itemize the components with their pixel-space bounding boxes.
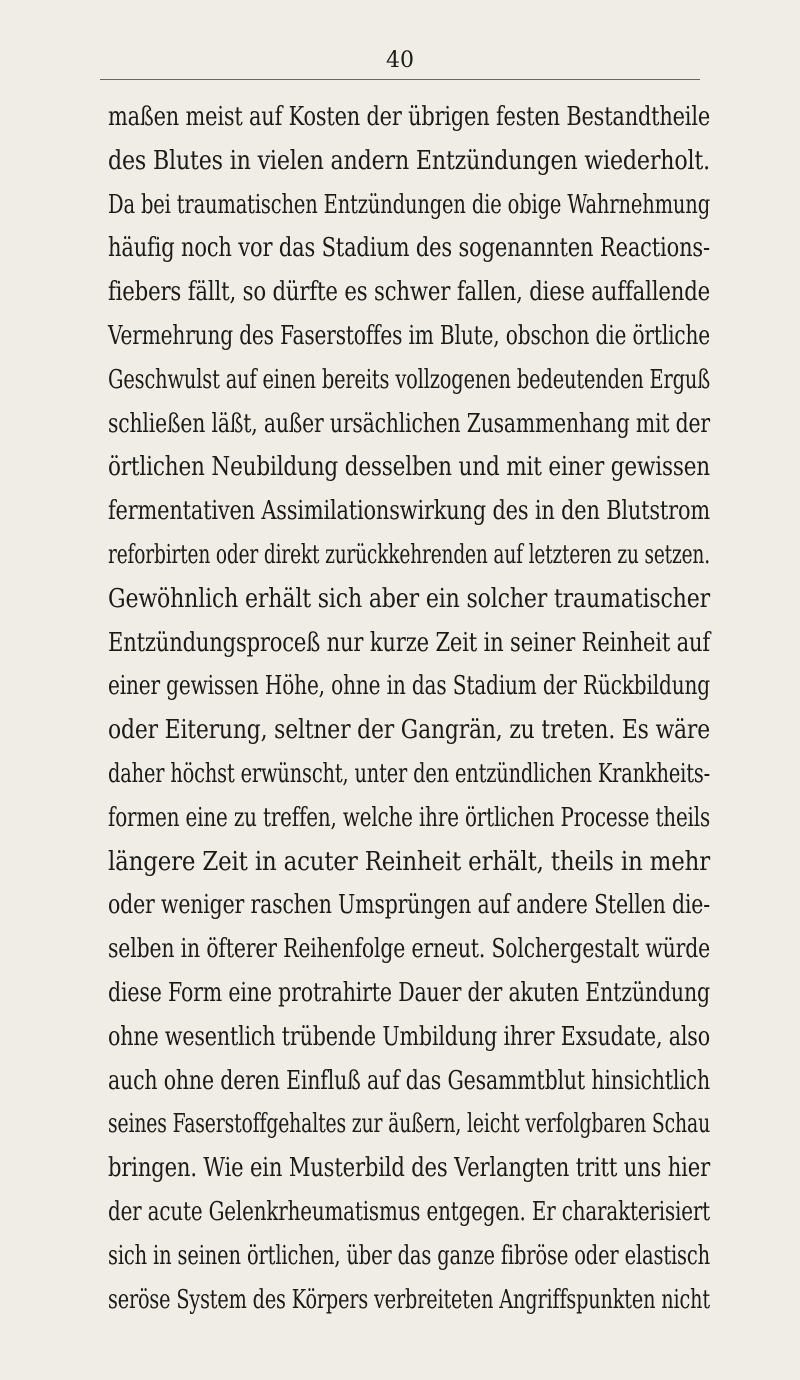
page-number: 40 — [386, 48, 414, 73]
text-line-content: einer gewissen Höhe, ohne in das Stadium der Rückbildung — [108, 671, 710, 702]
text-line — [0, 1279, 800, 1321]
text-line — [0, 578, 800, 620]
text-line — [0, 972, 800, 1014]
text-line — [0, 1103, 800, 1145]
text-line-content: reforbirten oder direkt zurückkehrenden auf letzteren zu setzen. — [108, 540, 710, 570]
text-line-content: schließen läßt, außer ursächlichen Zusammenhang mit der — [108, 408, 710, 439]
text-line — [0, 403, 800, 445]
page-number-rule — [100, 79, 700, 80]
text-line-content: ohne wesentlich trübende Umbildung ihrer Exsudate, also — [108, 1021, 710, 1052]
text-line — [0, 227, 800, 269]
text-line — [0, 359, 800, 401]
text-line — [0, 1235, 800, 1277]
text-line-content: örtlichen Neubildung desselben und mit einer gewissen — [108, 452, 710, 483]
text-line-content: diese Form eine protrahirte Dauer der akuten Entzündung — [108, 978, 710, 1008]
text-line — [0, 622, 800, 664]
text-line — [0, 928, 800, 970]
text-line — [0, 490, 800, 532]
text-line — [0, 534, 800, 576]
text-line-content: oder Eiterung, seltner der Gangrän, zu treten. Es wäre — [108, 715, 710, 746]
text-line — [0, 709, 800, 751]
text-line — [0, 1191, 800, 1233]
text-line-content: seröse System des Körpers verbreiteten Angriffspunkten nicht — [108, 1284, 710, 1315]
text-line — [0, 315, 800, 357]
text-line — [0, 1016, 800, 1058]
text-line — [0, 1147, 800, 1189]
text-line-content: maßen meist auf Kosten der übrigen festen Bestandtheile — [108, 102, 711, 132]
text-line-content: sich in seinen örtlichen, über das ganze fibröse oder elastisch — [108, 1240, 711, 1271]
text-line — [0, 665, 800, 707]
text-line-content: formen eine zu treffen, welche ihre örtlichen Processe theils — [108, 802, 711, 833]
text-line-content: fiebers fällt, so dürfte es schwer fallen, diese auffallende — [108, 277, 710, 308]
text-line — [0, 140, 800, 182]
text-line — [0, 271, 800, 313]
text-line-content: auch ohne deren Einfluß auf das Gesammtblut hinsichtlich — [108, 1065, 711, 1096]
text-line-content: Geschwulst auf einen bereits vollzogenen bedeutenden Erguß — [108, 364, 711, 395]
text-line-content: häufig noch vor das Stadium des sogenannten Reactions- — [108, 233, 710, 264]
text-line-content: des Blutes in vielen andern Entzündungen wiederholt. — [108, 145, 710, 176]
text-line-content: Vermehrung des Faserstoffes im Blute, obschon die örtliche — [108, 321, 711, 351]
text-line-content: Entzündungsproceß nur kurze Zeit in seiner Reinheit auf — [108, 627, 711, 658]
text-line-content: daher höchst erwünscht, unter den entzündlichen Krankheits- — [108, 759, 710, 789]
text-line — [0, 884, 800, 926]
text-line-content: fermentativen Assimilationswirkung des in den Blutstrom — [108, 496, 710, 527]
text-line — [0, 96, 800, 138]
text-line-content: oder weniger raschen Umsprüngen auf andere Stellen die- — [108, 890, 710, 921]
text-line-content: längere Zeit in acuter Reinheit erhält, theils in mehr — [108, 846, 710, 877]
text-line — [0, 184, 800, 226]
text-line — [0, 753, 800, 795]
text-line-content: Da bei traumatischen Entzündungen die obige Wahrnehmung — [108, 189, 711, 220]
text-line-content: selben in öfterer Reihenfolge erneut. Solchergestalt würde — [108, 934, 711, 965]
text-line — [0, 797, 800, 839]
text-line — [0, 1060, 800, 1102]
text-line-content: Gewöhnlich erhält sich aber ein solcher traumatischer — [108, 583, 710, 614]
text-line — [0, 446, 800, 488]
text-line-content: bringen. Wie ein Musterbild des Verlangten tritt uns hier — [108, 1153, 710, 1184]
text-line-content: seines Faserstoffgehaltes zur äußern, leicht verfolgbaren Schau — [108, 1109, 711, 1140]
text-line-content: der acute Gelenkrheumatismus entgegen. Er charakterisiert — [108, 1197, 710, 1227]
text-line — [0, 841, 800, 883]
